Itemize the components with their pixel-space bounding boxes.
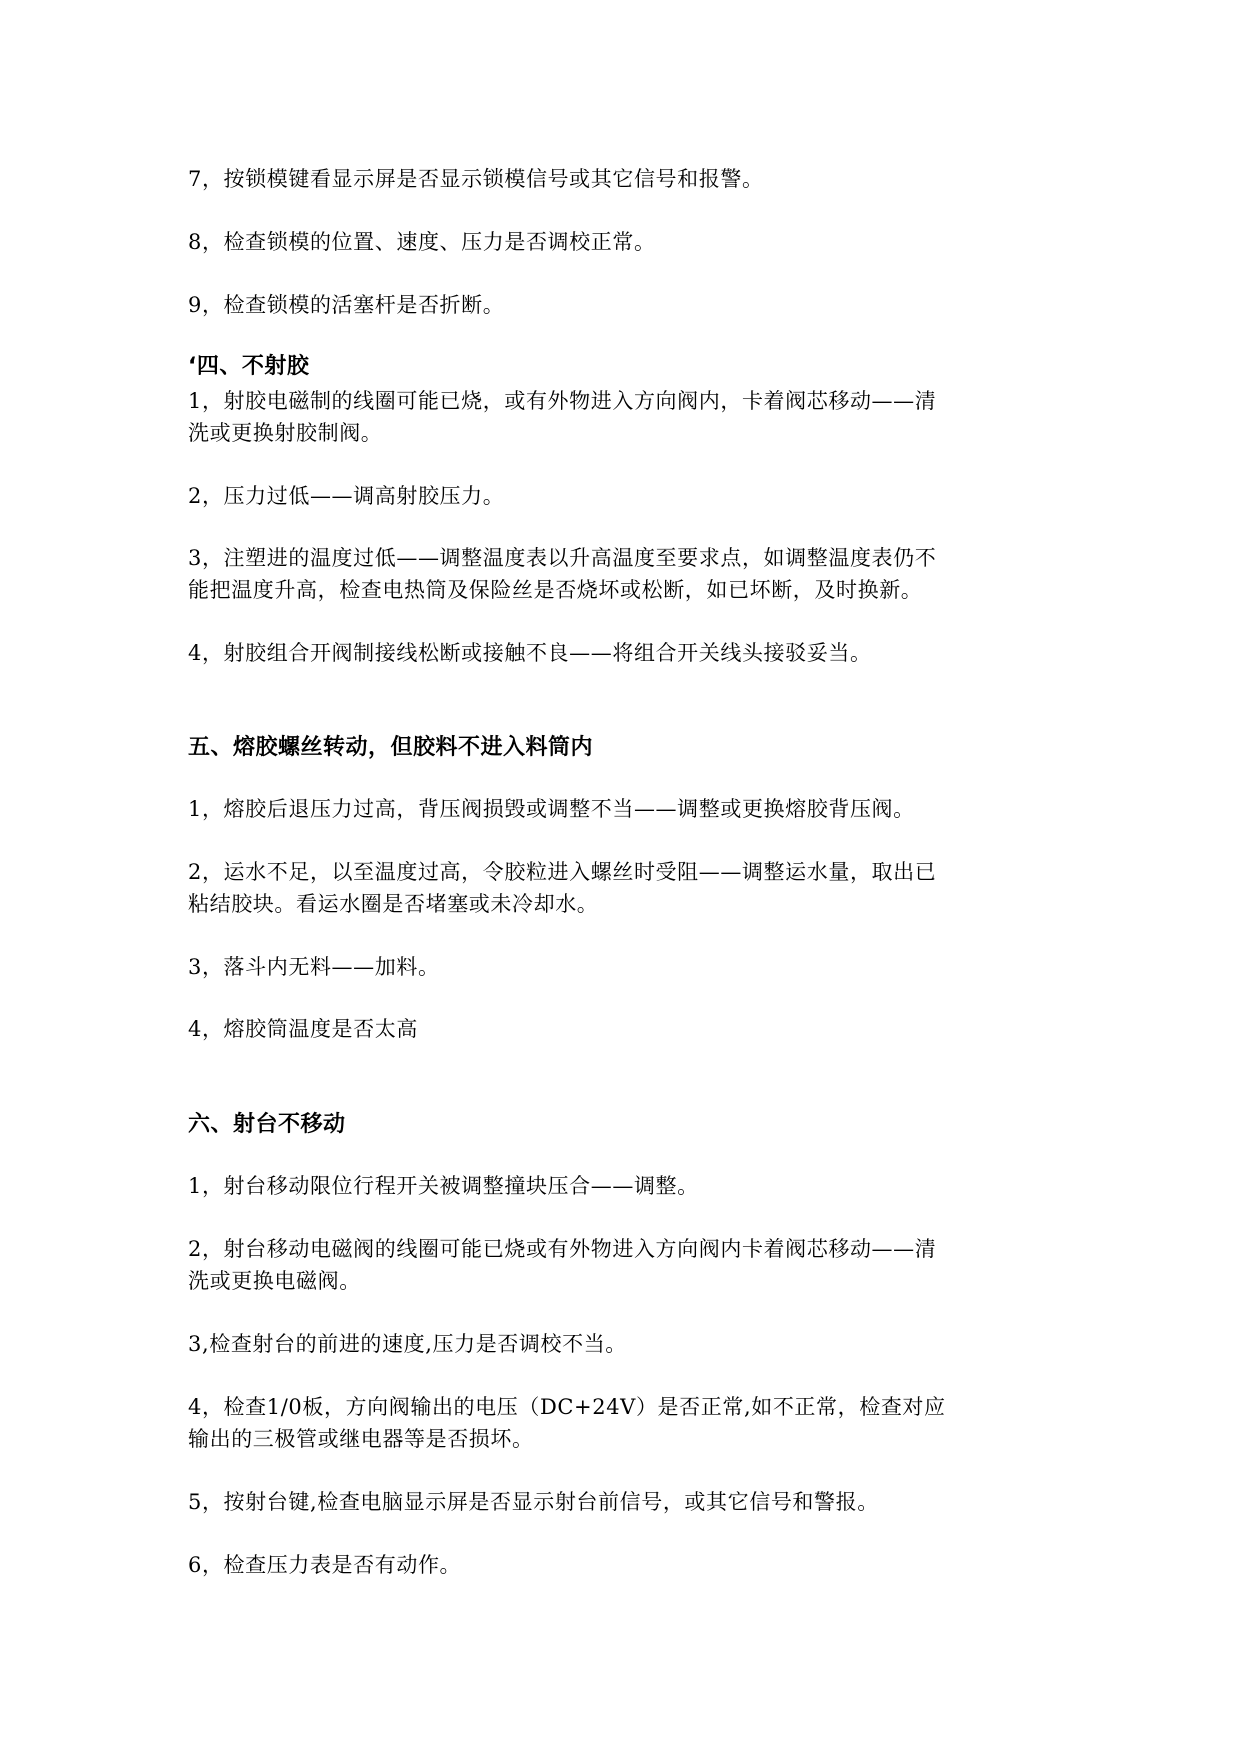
section-6-item-4-line-2: 输出的三极管或继电器等是否损坏。	[188, 1427, 534, 1451]
section-5-item-2-line-1: 2，运水不足，以至温度过高，令胶粒进入螺丝时受阻——调整运水量，取出已	[188, 860, 937, 884]
section-4-item-1-line-2: 洗或更换射胶制阀。	[188, 421, 383, 445]
section-6-heading: 六、射台不移动	[188, 1112, 346, 1137]
section-4-item-2: 2，压力过低——调高射胶压力。	[188, 484, 505, 508]
section-6-item-2-line-2: 洗或更换电磁阀。	[188, 1269, 361, 1293]
section-5-item-3: 3，落斗内无料——加料。	[188, 955, 440, 979]
section-4-item-3-line-2: 能把温度升高，检查电热筒及保险丝是否烧坏或松断，如已坏断，及时换新。	[188, 578, 923, 602]
paragraph-item-9: 9，检查锁模的活塞杆是否折断。	[188, 293, 505, 317]
paragraph-item-8: 8，检查锁模的位置、速度、压力是否调校正常。	[188, 230, 656, 254]
paragraph-item-7: 7，按锁模键看显示屏是否显示锁模信号或其它信号和报警。	[188, 167, 764, 191]
section-6-item-1: 1，射台移动限位行程开关被调整撞块压合——调整。	[188, 1174, 699, 1198]
section-5-item-4: 4，熔胶筒温度是否太高	[188, 1017, 418, 1041]
section-4-item-4: 4，射胶组合开阀制接线松断或接触不良——将组合开关线头接驳妥当。	[188, 641, 872, 665]
section-6-item-4-line-1: 4，检查1/0板，方向阀输出的电压（DC+24V）是否正常,如不正常，检查对应	[188, 1395, 946, 1419]
section-6-item-6: 6，检查压力表是否有动作。	[188, 1553, 462, 1577]
section-6-item-3: 3,检查射台的前进的速度,压力是否调校不当。	[188, 1332, 627, 1356]
section-6-item-2-line-1: 2，射台移动电磁阀的线圈可能已烧或有外物进入方向阀内卡着阀芯移动——清	[188, 1237, 937, 1261]
section-6-item-5: 5，按射台键,检查电脑显示屏是否显示射台前信号，或其它信号和警报。	[188, 1490, 879, 1514]
section-4-item-1-line-1: 1，射胶电磁制的线圈可能已烧，或有外物进入方向阀内，卡着阀芯移动——清	[188, 389, 937, 413]
section-4-item-3-line-1: 3，注塑进的温度过低——调整温度表以升高温度至要求点，如调整温度表仍不	[188, 546, 937, 570]
section-5-heading: 五、熔胶螺丝转动，但胶料不进入料筒内	[188, 735, 594, 760]
section-5-item-1: 1，熔胶后退压力过高，背压阀损毁或调整不当——调整或更换熔胶背压阀。	[188, 797, 915, 821]
section-4-heading: ‘四、不射胶	[188, 354, 310, 379]
section-5-item-2-line-2: 粘结胶块。看运水圈是否堵塞或未冷却水。	[188, 892, 599, 916]
